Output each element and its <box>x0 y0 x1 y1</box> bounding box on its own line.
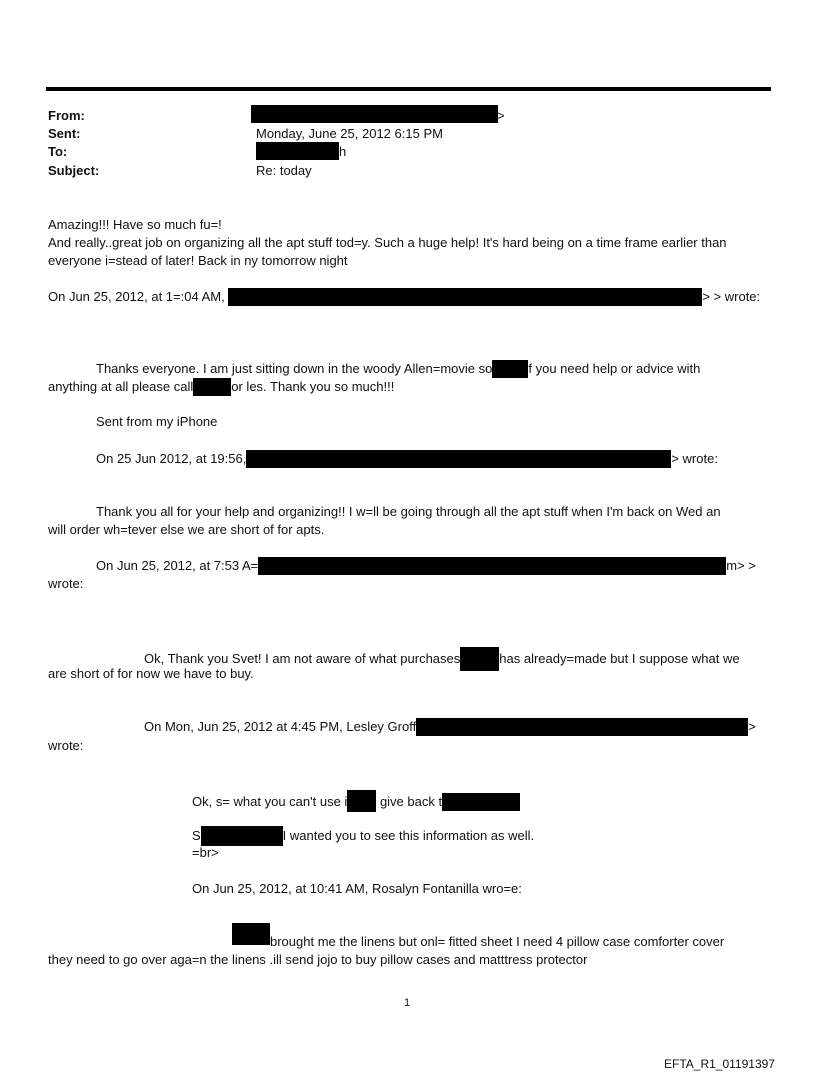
redaction-block <box>201 826 283 846</box>
text-fragment: S <box>192 828 201 843</box>
redaction-block <box>258 557 726 575</box>
body-line <box>96 360 700 378</box>
redaction-block <box>442 793 520 811</box>
body-line: Thank you all for your help and organizing!! I w=ll be going through all the apt stuff when I'm back on Wed an <box>96 504 721 519</box>
body-line <box>192 826 534 846</box>
text-fragment: Ok, Thank you Svet! I am not aware of what purchases <box>144 651 461 666</box>
quote-header-text: On Mon, Jun 25, 2012 at 4:45 PM, Lesley Groff <box>144 719 417 734</box>
quote-header <box>144 718 756 736</box>
from-label: From: <box>48 108 85 123</box>
redaction-block <box>460 647 499 671</box>
redaction-to <box>256 142 339 160</box>
to-label: To: <box>48 144 68 159</box>
body-line: =br> <box>192 845 219 860</box>
subject-value: Re: today <box>256 163 312 178</box>
text-fragment: Ok, s= what you can't use i <box>192 794 348 809</box>
body-line: they need to go over aga=n the linens .ill send jojo to buy pillow cases and matttress protector <box>48 952 588 967</box>
redaction-from <box>251 105 498 123</box>
body-line: everyone i=stead of later! Back in ny tomorrow night <box>48 253 348 268</box>
redaction-block <box>193 378 231 396</box>
redaction-block <box>246 450 671 468</box>
quote-header <box>96 450 718 468</box>
text-fragment: Thanks everyone. I am just sitting down in the woody Allen=movie so <box>96 361 493 376</box>
quote-header-text: > <box>748 719 756 734</box>
text-fragment: anything at all please call <box>48 379 194 394</box>
quote-header-text: On Jun 25, 2012, at 1=:04 AM, <box>48 289 225 304</box>
text-fragment: has already=made but I suppose what we <box>499 651 740 666</box>
sent-from-signature: Sent from my iPhone <box>96 414 218 429</box>
from-tail: > <box>497 108 505 123</box>
body-line: And really..great job on organizing all the apt stuff tod=y. Such a huge help! It's hard being on a time frame earlier than <box>48 235 727 250</box>
subject-label: Subject: <box>48 163 100 178</box>
quote-header: On Jun 25, 2012, at 10:41 AM, Rosalyn Fontanilla wro=e: <box>192 881 522 896</box>
quote-header-text: On Jun 25, 2012, at 7:53 A= <box>96 558 259 573</box>
document-id: EFTA_R1_01191397 <box>664 1057 775 1071</box>
sent-value: Monday, June 25, 2012 6:15 PM <box>256 126 443 141</box>
quote-header <box>96 557 756 575</box>
body-line <box>192 790 520 812</box>
text-fragment: I wanted you to see this information as well. <box>282 828 535 843</box>
header-rule <box>46 87 771 91</box>
quote-header-text: > wrote: <box>671 451 718 466</box>
text-fragment: give back t <box>379 794 443 809</box>
quote-header <box>48 288 760 306</box>
text-fragment: f you need help or advice with <box>528 361 701 376</box>
quote-header-text: m> > <box>726 558 756 573</box>
redaction-block <box>347 790 376 812</box>
page-number: 1 <box>404 997 411 1009</box>
body-line: brought me the linens but onl= fitted sheet I need 4 pillow case comforter cover <box>270 934 725 949</box>
redaction-block <box>232 923 270 945</box>
quote-header-wrote: wrote: <box>48 738 84 753</box>
body-line: are short of for now we have to buy. <box>48 666 254 681</box>
quote-header-text: On 25 Jun 2012, at 19:56, <box>96 451 247 466</box>
body-line: Amazing!!! Have so much fu=! <box>48 217 222 232</box>
body-line: will order wh=tever else we are short of for apts. <box>48 522 325 537</box>
sent-label: Sent: <box>48 126 81 141</box>
quote-header-wrote: wrote: <box>48 576 84 591</box>
redaction-block <box>228 288 702 306</box>
to-tail: h <box>339 144 347 159</box>
redaction-block <box>416 718 748 736</box>
quote-header-text: > > wrote: <box>702 289 761 304</box>
redaction-block <box>492 360 528 378</box>
text-fragment: or les. Thank you so much!!! <box>231 379 395 394</box>
body-line <box>48 378 394 396</box>
